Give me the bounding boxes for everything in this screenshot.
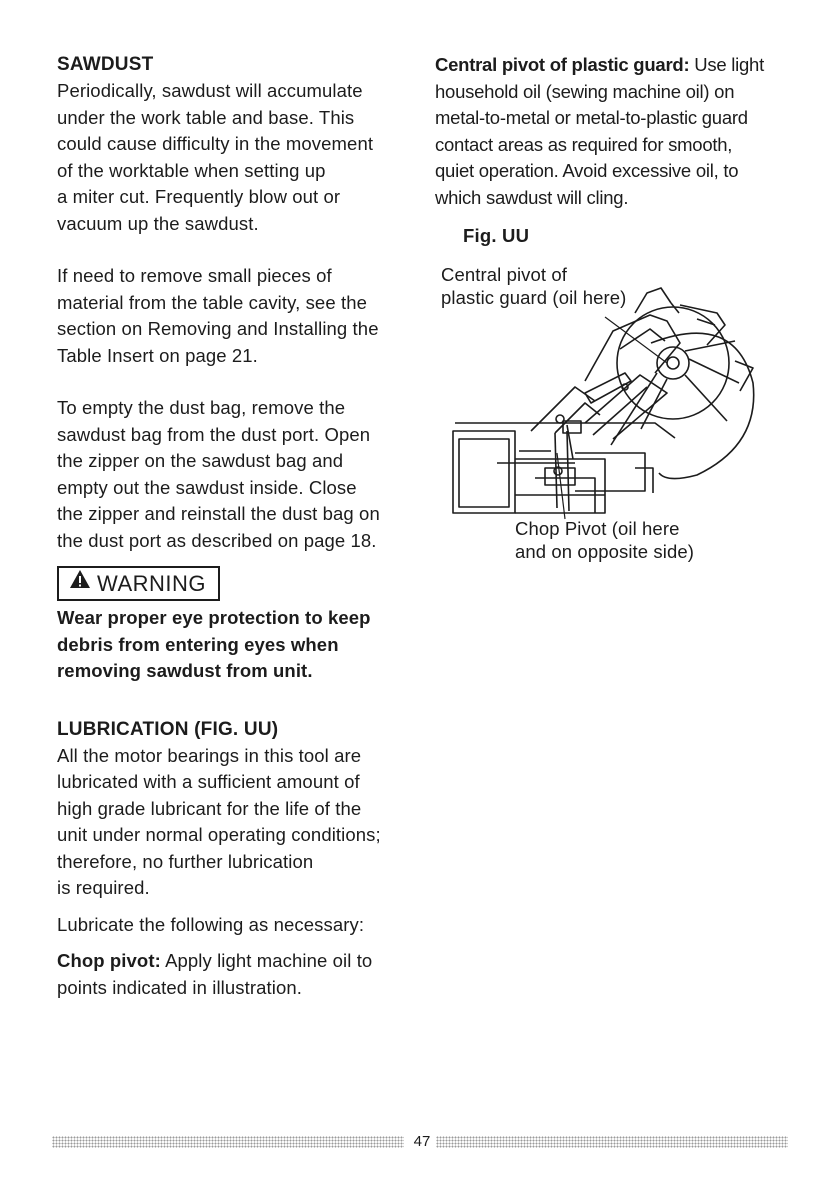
left-column — [57, 52, 417, 1001]
sawdust-paragraph-2: If need to remove small pieces of material from the table cavity, see the section on Removing and Installing the Table Insert on page 21. — [57, 265, 379, 366]
chop-pivot-label: Chop pivot: — [57, 950, 161, 971]
figure-title: Fig. UU — [463, 225, 530, 246]
central-pivot-callout: Central pivot of plastic guard (oil here) — [441, 264, 627, 308]
warning-badge — [57, 566, 220, 601]
chop-pivot-callout: Chop Pivot (oil here and on opposite side) — [515, 518, 695, 562]
warning-label: WARNING — [97, 571, 207, 596]
central-pivot-label: Central pivot of plastic guard: — [435, 54, 690, 75]
warning-text: Wear proper eye protection to keep debris from entering eyes when removing sawdust from unit. — [57, 607, 371, 681]
lubrication-paragraph-1: All the motor bearings in this tool are lubricated with a sufficient amount of high grade lubricant for the life of the unit under normal operating conditions; therefore, no further lubrication is required. — [57, 744, 381, 898]
sawdust-paragraph-3: To empty the dust bag, remove the sawdust bag from the dust port. Open the zipper on the sawdust bag and empty out the sawdust inside. Close the zipper and reinstall the dust bag on the dust port as described on page 18. — [57, 397, 380, 551]
right-column — [435, 52, 805, 593]
footer-rule-left — [52, 1136, 404, 1148]
page-number: 47 — [413, 1133, 431, 1150]
sawdust-heading: SAWDUST — [57, 54, 154, 75]
lubrication-heading: LUBRICATION (FIG. UU) — [57, 718, 279, 740]
page-footer — [52, 1133, 788, 1151]
miter-saw-figure — [435, 263, 805, 593]
sawdust-paragraph-1: Periodically, sawdust will accumulate under the work table and base. This could cause difficulty in the movement of the worktable when setting up a miter cut. Frequently blow out or vacuum up the sawdust. — [57, 80, 374, 234]
central-pivot-paragraph: Central pivot of plastic guard: Use light household oil (sewing machine oil) on metal-to-metal or metal-to-plastic guard contact areas as required for smooth, quiet operation. Avoid excessive oil, to which sawdust will cling. — [435, 54, 764, 208]
footer-rule-right — [436, 1136, 788, 1148]
lubrication-paragraph-2: Lubricate the following as necessary: — [57, 913, 365, 935]
chop-pivot-paragraph: Chop pivot: Apply light machine oil to points indicated in illustration. — [57, 950, 373, 998]
warning-triangle-icon — [69, 569, 91, 599]
